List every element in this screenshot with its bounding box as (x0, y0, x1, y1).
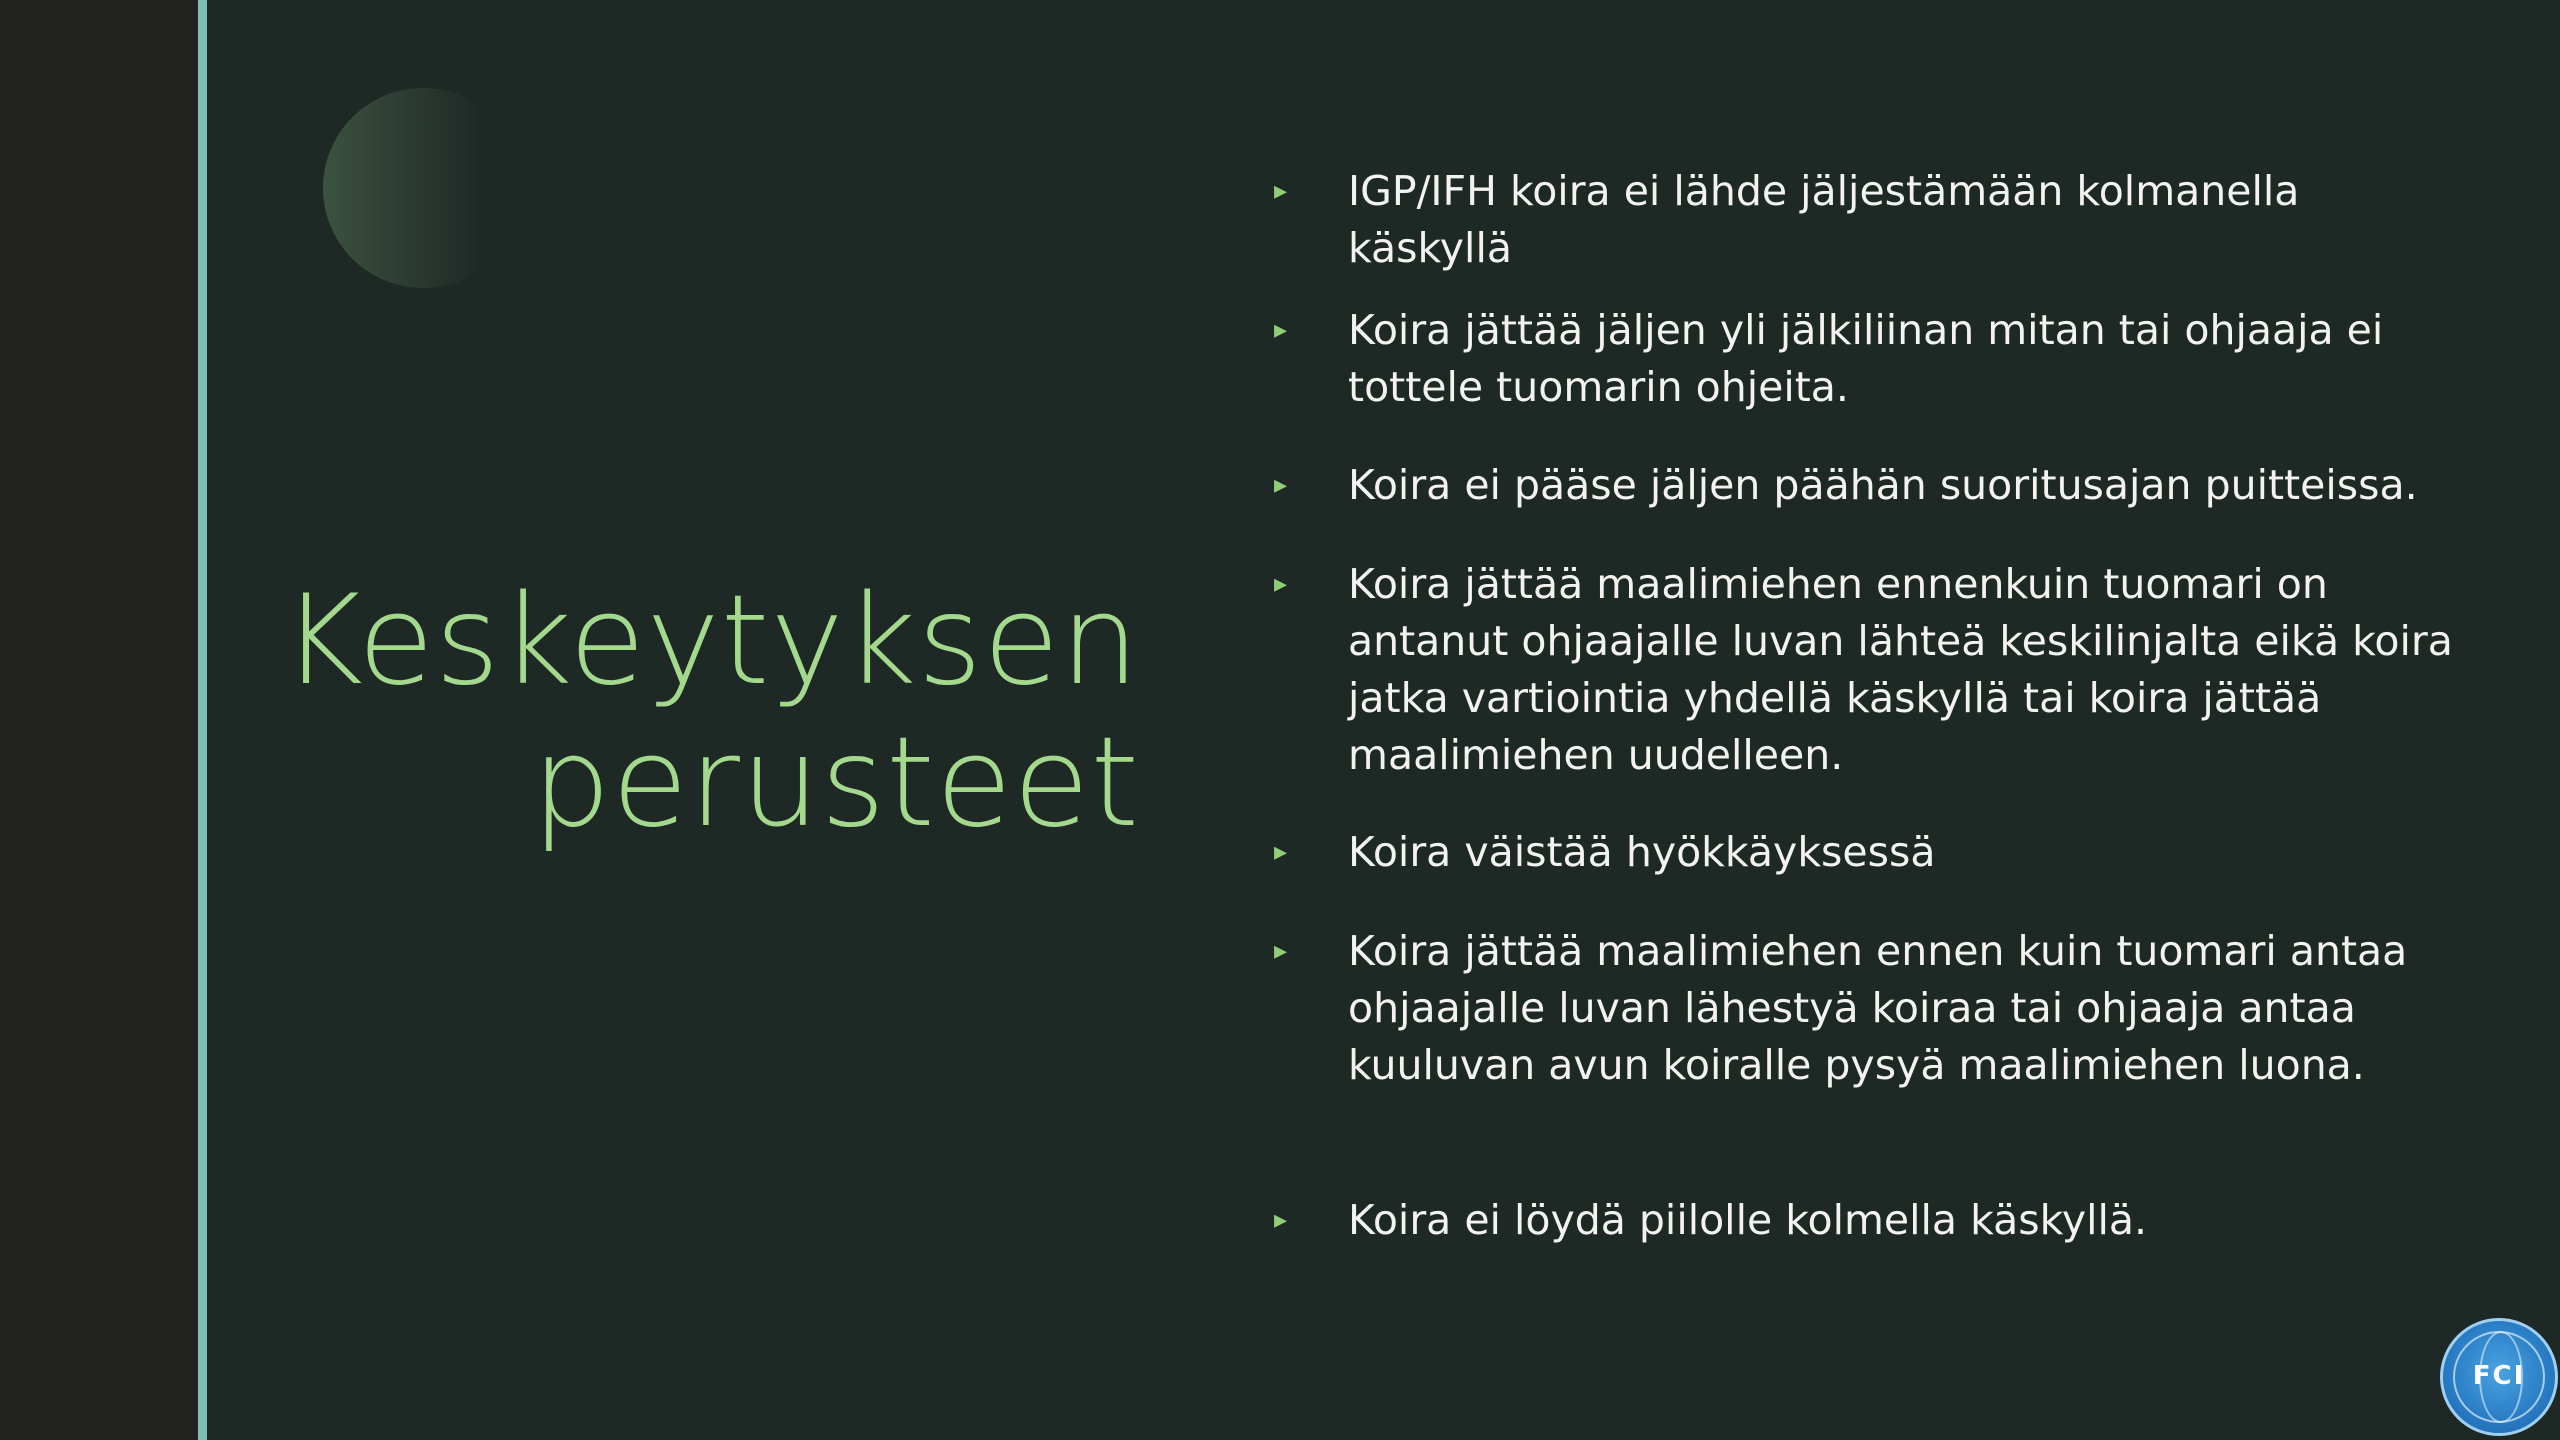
bullet-item (1270, 1192, 2470, 1249)
left-band (0, 0, 200, 1440)
bullet-text: Koira ei löydä piilolle kolmella käskyllä. (1348, 1196, 2148, 1244)
bullet-item (1270, 163, 2470, 277)
bullet-text: Koira jättää maalimiehen ennenkuin tuomari on antanut ohjaajalle luvan lähteä keskilinjalta eikä koira jatka vartiointia yhdellä käskyllä tai koira jättää maalimiehen uudelleen. (1348, 560, 2453, 779)
triangle-bullet-icon: ▸ (1274, 569, 1288, 599)
triangle-bullet-icon: ▸ (1274, 837, 1288, 867)
fci-globe-logo-icon (2440, 1318, 2558, 1436)
decorative-circle (323, 88, 523, 288)
triangle-bullet-icon: ▸ (1274, 936, 1288, 966)
triangle-bullet-icon: ▸ (1274, 470, 1288, 500)
bullet-text: Koira jättää maalimiehen ennen kuin tuomari antaa ohjaajalle luvan lähestyä koiraa tai ohjaaja antaa kuuluvan avun koiralle pysyä maalimiehen luona. (1348, 927, 2408, 1089)
title-line-2: perusteet (532, 711, 1140, 855)
bullet-text: Koira väistää hyökkäyksessä (1348, 828, 1936, 876)
triangle-bullet-icon: ▸ (1274, 315, 1288, 345)
triangle-bullet-icon: ▸ (1274, 176, 1288, 206)
bullet-text: Koira jättää jäljen yli jälkiliinan mitan tai ohjaaja ei tottele tuomarin ohjeita. (1348, 306, 2384, 411)
logo-text: FCI (2472, 1361, 2526, 1391)
title-line-1: Keskeytyksen (281, 569, 1140, 713)
bullet-item (1270, 457, 2470, 514)
accent-line (198, 0, 207, 1440)
bullet-item (1270, 556, 2470, 784)
bullet-item (1270, 824, 2470, 881)
bullet-item (1270, 923, 2470, 1094)
bullet-text: Koira ei pääse jäljen päähän suoritusajan puitteissa. (1348, 461, 2418, 509)
triangle-bullet-icon: ▸ (1274, 1205, 1288, 1235)
bullet-text: IGP/IFH koira ei lähde jäljestämään kolmanella käskyllä (1348, 167, 2300, 272)
slide-title (240, 570, 1140, 854)
bullet-item (1270, 302, 2470, 416)
